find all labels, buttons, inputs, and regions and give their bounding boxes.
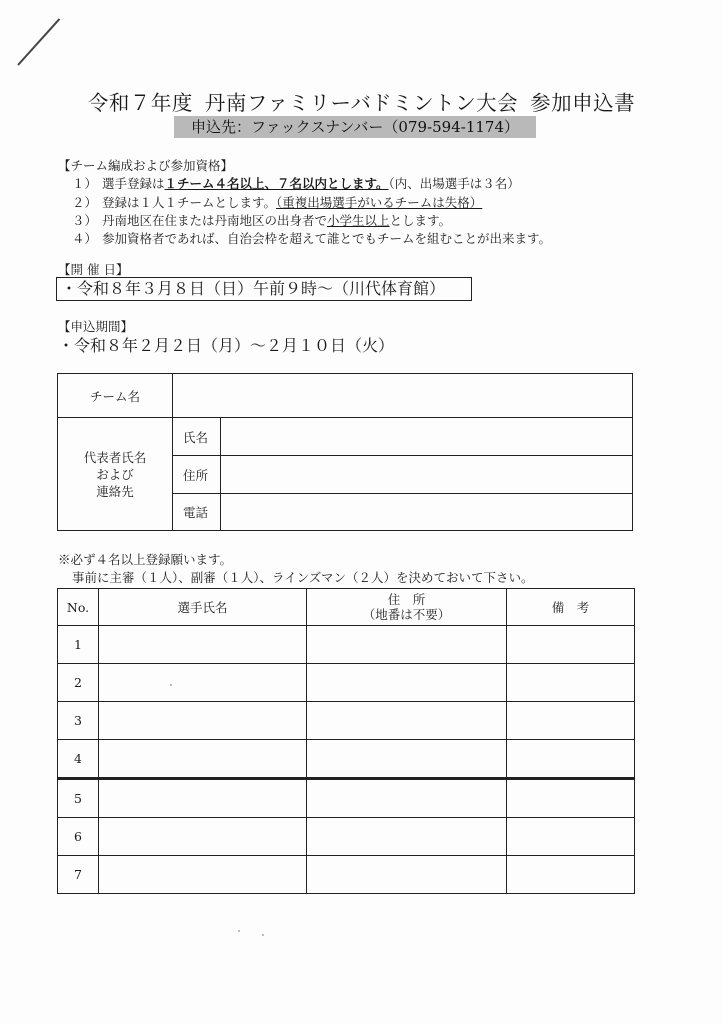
player-name-cell[interactable] (99, 626, 307, 664)
player-name-cell[interactable] (99, 664, 307, 702)
rule-3 (72, 211, 451, 229)
col-remarks-header: 備 考 (507, 589, 635, 626)
rep-name-row (58, 418, 633, 456)
col-address-note: （地番は不要） (362, 607, 451, 622)
scan-speck (262, 934, 264, 936)
player-name-cell[interactable] (99, 779, 307, 818)
title-year: 令和７年度 (87, 91, 193, 115)
period-heading: 【申込期間】 (58, 319, 134, 334)
player-name-cell[interactable] (99, 702, 307, 740)
scan-speck (238, 930, 240, 932)
rule-4-num: ４） (72, 231, 98, 246)
note-officials: 事前に主審（１人）、副審（１人）、ラインズマン（２人）を決めておいて下さい。 (72, 570, 534, 585)
player-address-cell[interactable] (307, 664, 507, 702)
player-address-cell[interactable] (307, 856, 507, 894)
contact-fax: 申込先：ファックスナンバー（079-594-1174） (174, 116, 536, 138)
rep-label-line-1: 代表者氏名 (83, 449, 147, 465)
scan-speck (170, 684, 172, 686)
player-remarks-cell[interactable] (507, 702, 635, 740)
player-row-no: 5 (58, 779, 99, 818)
col-address-title: 住 所 (387, 592, 426, 607)
rule-2 (72, 193, 482, 211)
player-address-cell[interactable] (307, 740, 507, 779)
rule-2-under: （重複出場選手がいるチームは失格） (276, 195, 483, 210)
team-name-field[interactable] (173, 374, 633, 418)
player-remarks-cell[interactable] (507, 626, 635, 664)
rule-2-num: ２） (72, 195, 98, 210)
rule-1-num: １） (72, 176, 98, 191)
title-event: 丹南ファミリーバドミントン大会 (204, 91, 519, 115)
player-row-no: 3 (58, 702, 99, 740)
player-row (58, 702, 635, 740)
rule-3-under: 小学生以上 (327, 213, 390, 228)
player-address-cell[interactable] (307, 818, 507, 856)
rep-name-label: 氏名 (173, 418, 221, 456)
rep-label-line-2: および (96, 466, 134, 482)
representative-label (58, 418, 173, 531)
player-row (58, 664, 635, 702)
pen-stroke-mark (17, 18, 60, 65)
rule-3-num: ３） (72, 213, 98, 228)
event-date-box: ・令和８年３月８日（日）午前９時～（川代体育館） (56, 277, 472, 301)
player-remarks-cell[interactable] (507, 664, 635, 702)
rep-phone-field[interactable] (221, 494, 633, 531)
team-name-row (58, 374, 633, 418)
rule-3-post: とします。 (389, 213, 452, 228)
player-remarks-cell[interactable] (507, 856, 635, 894)
rule-2-pre: 登録は１人１チームとします。 (102, 195, 277, 210)
rule-3-pre: 丹南地区在住または丹南地区の出身者で (102, 213, 328, 228)
event-date-heading: 【開 催 日】 (58, 262, 129, 277)
player-row (58, 626, 635, 664)
team-name-label: チーム名 (58, 374, 173, 418)
player-row-no: 1 (58, 626, 99, 664)
rule-1-pre: 選手登録は (102, 176, 165, 191)
rep-name-field[interactable] (221, 418, 633, 456)
rule-4-pre: 参加資格者であれば、自治会枠を超えて誰とでもチームを組むことが出来ます。 (102, 231, 552, 246)
note-min-players: ※必ず４名以上登録願います。 (58, 552, 233, 567)
player-name-cell[interactable] (99, 740, 307, 779)
rep-address-label: 住所 (173, 456, 221, 494)
player-row-no: 4 (58, 740, 99, 779)
rep-label-line-3: 連絡先 (96, 483, 134, 499)
rep-address-field[interactable] (221, 456, 633, 494)
rule-1-bold: １チーム４名以上、７名以内とします。 (164, 176, 389, 191)
player-name-cell[interactable] (99, 856, 307, 894)
player-remarks-cell[interactable] (507, 779, 635, 818)
player-row-no: 6 (58, 818, 99, 856)
player-row (58, 818, 635, 856)
rule-1 (72, 174, 520, 192)
rule-4 (72, 229, 551, 247)
player-table (57, 588, 635, 894)
player-address-cell[interactable] (307, 626, 507, 664)
player-table-header (58, 589, 635, 626)
player-row (58, 856, 635, 894)
player-address-cell[interactable] (307, 779, 507, 818)
player-row (58, 779, 635, 818)
player-name-cell[interactable] (99, 818, 307, 856)
player-row-no: 7 (58, 856, 99, 894)
player-row-no: 2 (58, 664, 99, 702)
page-title (0, 86, 723, 116)
col-name-header: 選手氏名 (99, 589, 307, 626)
eligibility-heading: 【チーム編成および参加資格】 (58, 158, 234, 173)
player-address-cell[interactable] (307, 702, 507, 740)
player-remarks-cell[interactable] (507, 740, 635, 779)
rule-1-post: （内、出場選手は３名） (388, 176, 520, 191)
team-info-table (57, 373, 633, 531)
application-period: ・令和８年２月２日（月）～２月１０日（火） (58, 336, 395, 355)
col-no-header: No. (58, 589, 99, 626)
player-remarks-cell[interactable] (507, 818, 635, 856)
title-form-name: 参加申込書 (530, 91, 636, 115)
rep-phone-label: 電話 (173, 494, 221, 531)
col-address-header (307, 589, 507, 626)
player-row (58, 740, 635, 779)
